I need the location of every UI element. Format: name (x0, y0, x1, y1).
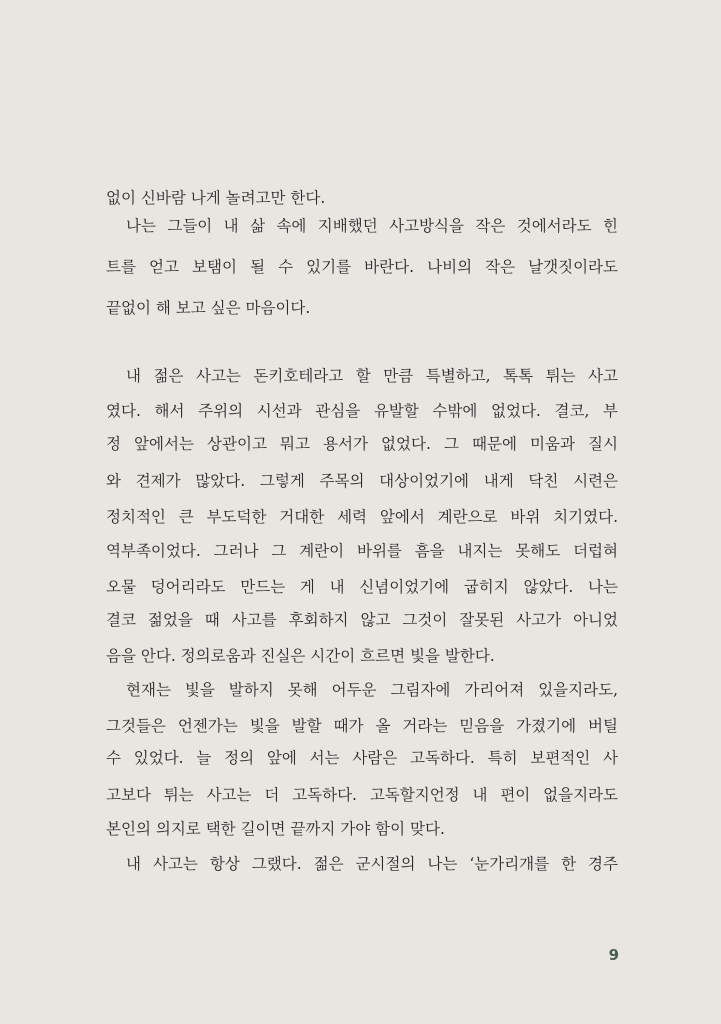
text-line: 정 앞에서는 상관이고 뭐고 용서가 없었다. 그 때문에 미움과 질시 (106, 435, 618, 453)
text-line: 음을 안다. 정의로움과 진실은 시간이 흐르면 빛을 발한다. (106, 647, 495, 665)
text-line: 내 젊은 사고는 돈키호테라고 할 만큼 특별하고, 톡톡 튀는 사고 (126, 367, 618, 385)
text-line: 끝없이 해 보고 싶은 마음이다. (106, 299, 311, 317)
text-line: 였다. 해서 주위의 시선과 관심을 유발할 수밖에 없었다. 결코, 부 (106, 402, 618, 420)
text-line: 없이 신바람 나게 놀려고만 한다. (106, 189, 326, 207)
text-line: 수 있었다. 늘 정의 앞에 서는 사람은 고독하다. 특히 보편적인 사 (106, 749, 618, 767)
text-line: 내 사고는 항상 그랬다. 젊은 군시절의 나는 ‘눈가리개를 한 경주 (126, 855, 618, 873)
text-line: 나는 그들이 내 삶 속에 지배했던 사고방식을 작은 것에서라도 힌 (126, 217, 618, 235)
page-number: 9 (608, 946, 619, 964)
text-line: 결코 젊었을 때 사고를 후회하지 않고 그것이 잘못된 사고가 아니었 (106, 611, 618, 629)
text-line: 본인의 의지로 택한 길이면 끝까지 가야 함이 맞다. (106, 820, 445, 838)
text-line: 와 견제가 많았다. 그렇게 주목의 대상이었기에 내게 닥친 시련은 (106, 472, 618, 490)
text-line: 고보다 튀는 사고는 더 고독하다. 고독할지언정 내 편이 없을지라도 (106, 786, 618, 804)
text-line: 그것들은 언젠가는 빛을 발할 때가 올 거라는 믿음을 가졌기에 버틸 (106, 717, 618, 735)
text-line: 역부족이었다. 그러나 그 계란이 바위를 흠을 내지는 못해도 더럽혀 (106, 542, 618, 560)
text-line: 현재는 빛을 발하지 못해 어두운 그림자에 가리어져 있을지라도, (126, 681, 618, 699)
text-line: 오물 덩어리라도 만드는 게 내 신념이었기에 굽히지 않았다. 나는 (106, 578, 618, 596)
text-line: 트를 얻고 보탬이 될 수 있기를 바란다. 나비의 작은 날갯짓이라도 (106, 258, 618, 276)
text-line: 정치적인 큰 부도덕한 거대한 세력 앞에서 계란으로 바위 치기였다. (106, 508, 618, 526)
